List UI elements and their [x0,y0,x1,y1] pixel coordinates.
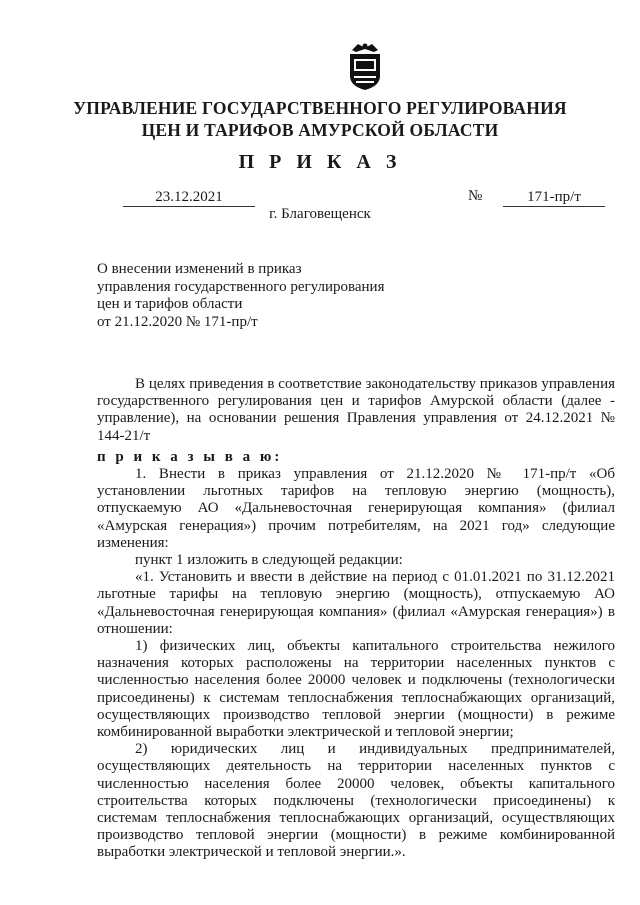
document-subject [97,261,384,331]
order-word: п р и к а з ы в а ю: [97,448,283,465]
quoted-paragraph: «1. Установить и ввести в действие на период с 01.01.2021 по 31.12.2021 льготные тарифы на тепловую энергию (мощность), отпускаемую АО «Дальневосточная генерирующая компания» (филиал «Амурская генерация») в отношении: [97,569,615,637]
order-word-paragraph [97,449,615,466]
subitem-2-paragraph: 2) юридических лиц и индивидуальных предпринимателей, осуществляющих деятельность на территории населенных пунктов с численностью населения более 20000 человек, объекты капитального строительства которых подключены (технологически присоединены) к системам теплоснабжения теплоснабжающих организаций, осуществляющих производство тепловой энергии (мощности) в режиме комбинированной выработки электрической и тепловой энергии.». [97,741,615,861]
document-date: 23.12.2021 [123,189,255,207]
document-type-title: П Р И К А З [238,151,402,173]
subject-line: управления государственного регулирования [97,278,385,295]
subject-line: цен и тарифов области [97,296,243,312]
city-name: г. Благовещенск [269,206,371,222]
coat-of-arms-emblem [344,40,386,92]
item-1-paragraph: 1. Внести в приказ управления от 21.12.2020 № 171-пр/т «Об установлении льготных тарифов на тепловую энергию (мощность), отпускаемую АО «Дальневосточная генерирующая компания» (филиал «Амурская генерация») прочим потребителям, на 2021 год» следующие изменения: [97,466,615,551]
number-label: № [468,188,483,204]
agency-name-line1: УПРАВЛЕНИЕ ГОСУДАРСТВЕННОГО РЕГУЛИРОВАНИЯ [73,98,567,118]
subitem-1-paragraph: 1) физических лиц, объекты капитального строительства нежилого назначения которых расположены на территории населенных пунктов с численностью населения более 20000 человек и подключены (технологически присоединены) к системам теплоснабжения теплоснабжающих организаций, осуществляющих производство тепловой энергии (мощности) в режиме комбинированной выработки электрической и тепловой энергии; [97,638,615,741]
preamble-paragraph: В целях приведения в соответствие законодательству приказов управления государственного регулирования цен и тарифов Амурской области (далее - управление), на основании решения Правления управления от 24.12.2021 № 144-21/т [97,376,615,444]
item-1-subparagraph: пункт 1 изложить в следующей редакции: [135,552,403,569]
subject-line: от 21.12.2020 № 171-пр/т [97,313,258,330]
agency-name-line2: ЦЕН И ТАРИФОВ АМУРСКОЙ ОБЛАСТИ [141,120,499,140]
document-number: 171-пр/т [503,189,605,207]
document-body [97,376,615,862]
subject-line: О внесении изменений в приказ [97,261,302,277]
